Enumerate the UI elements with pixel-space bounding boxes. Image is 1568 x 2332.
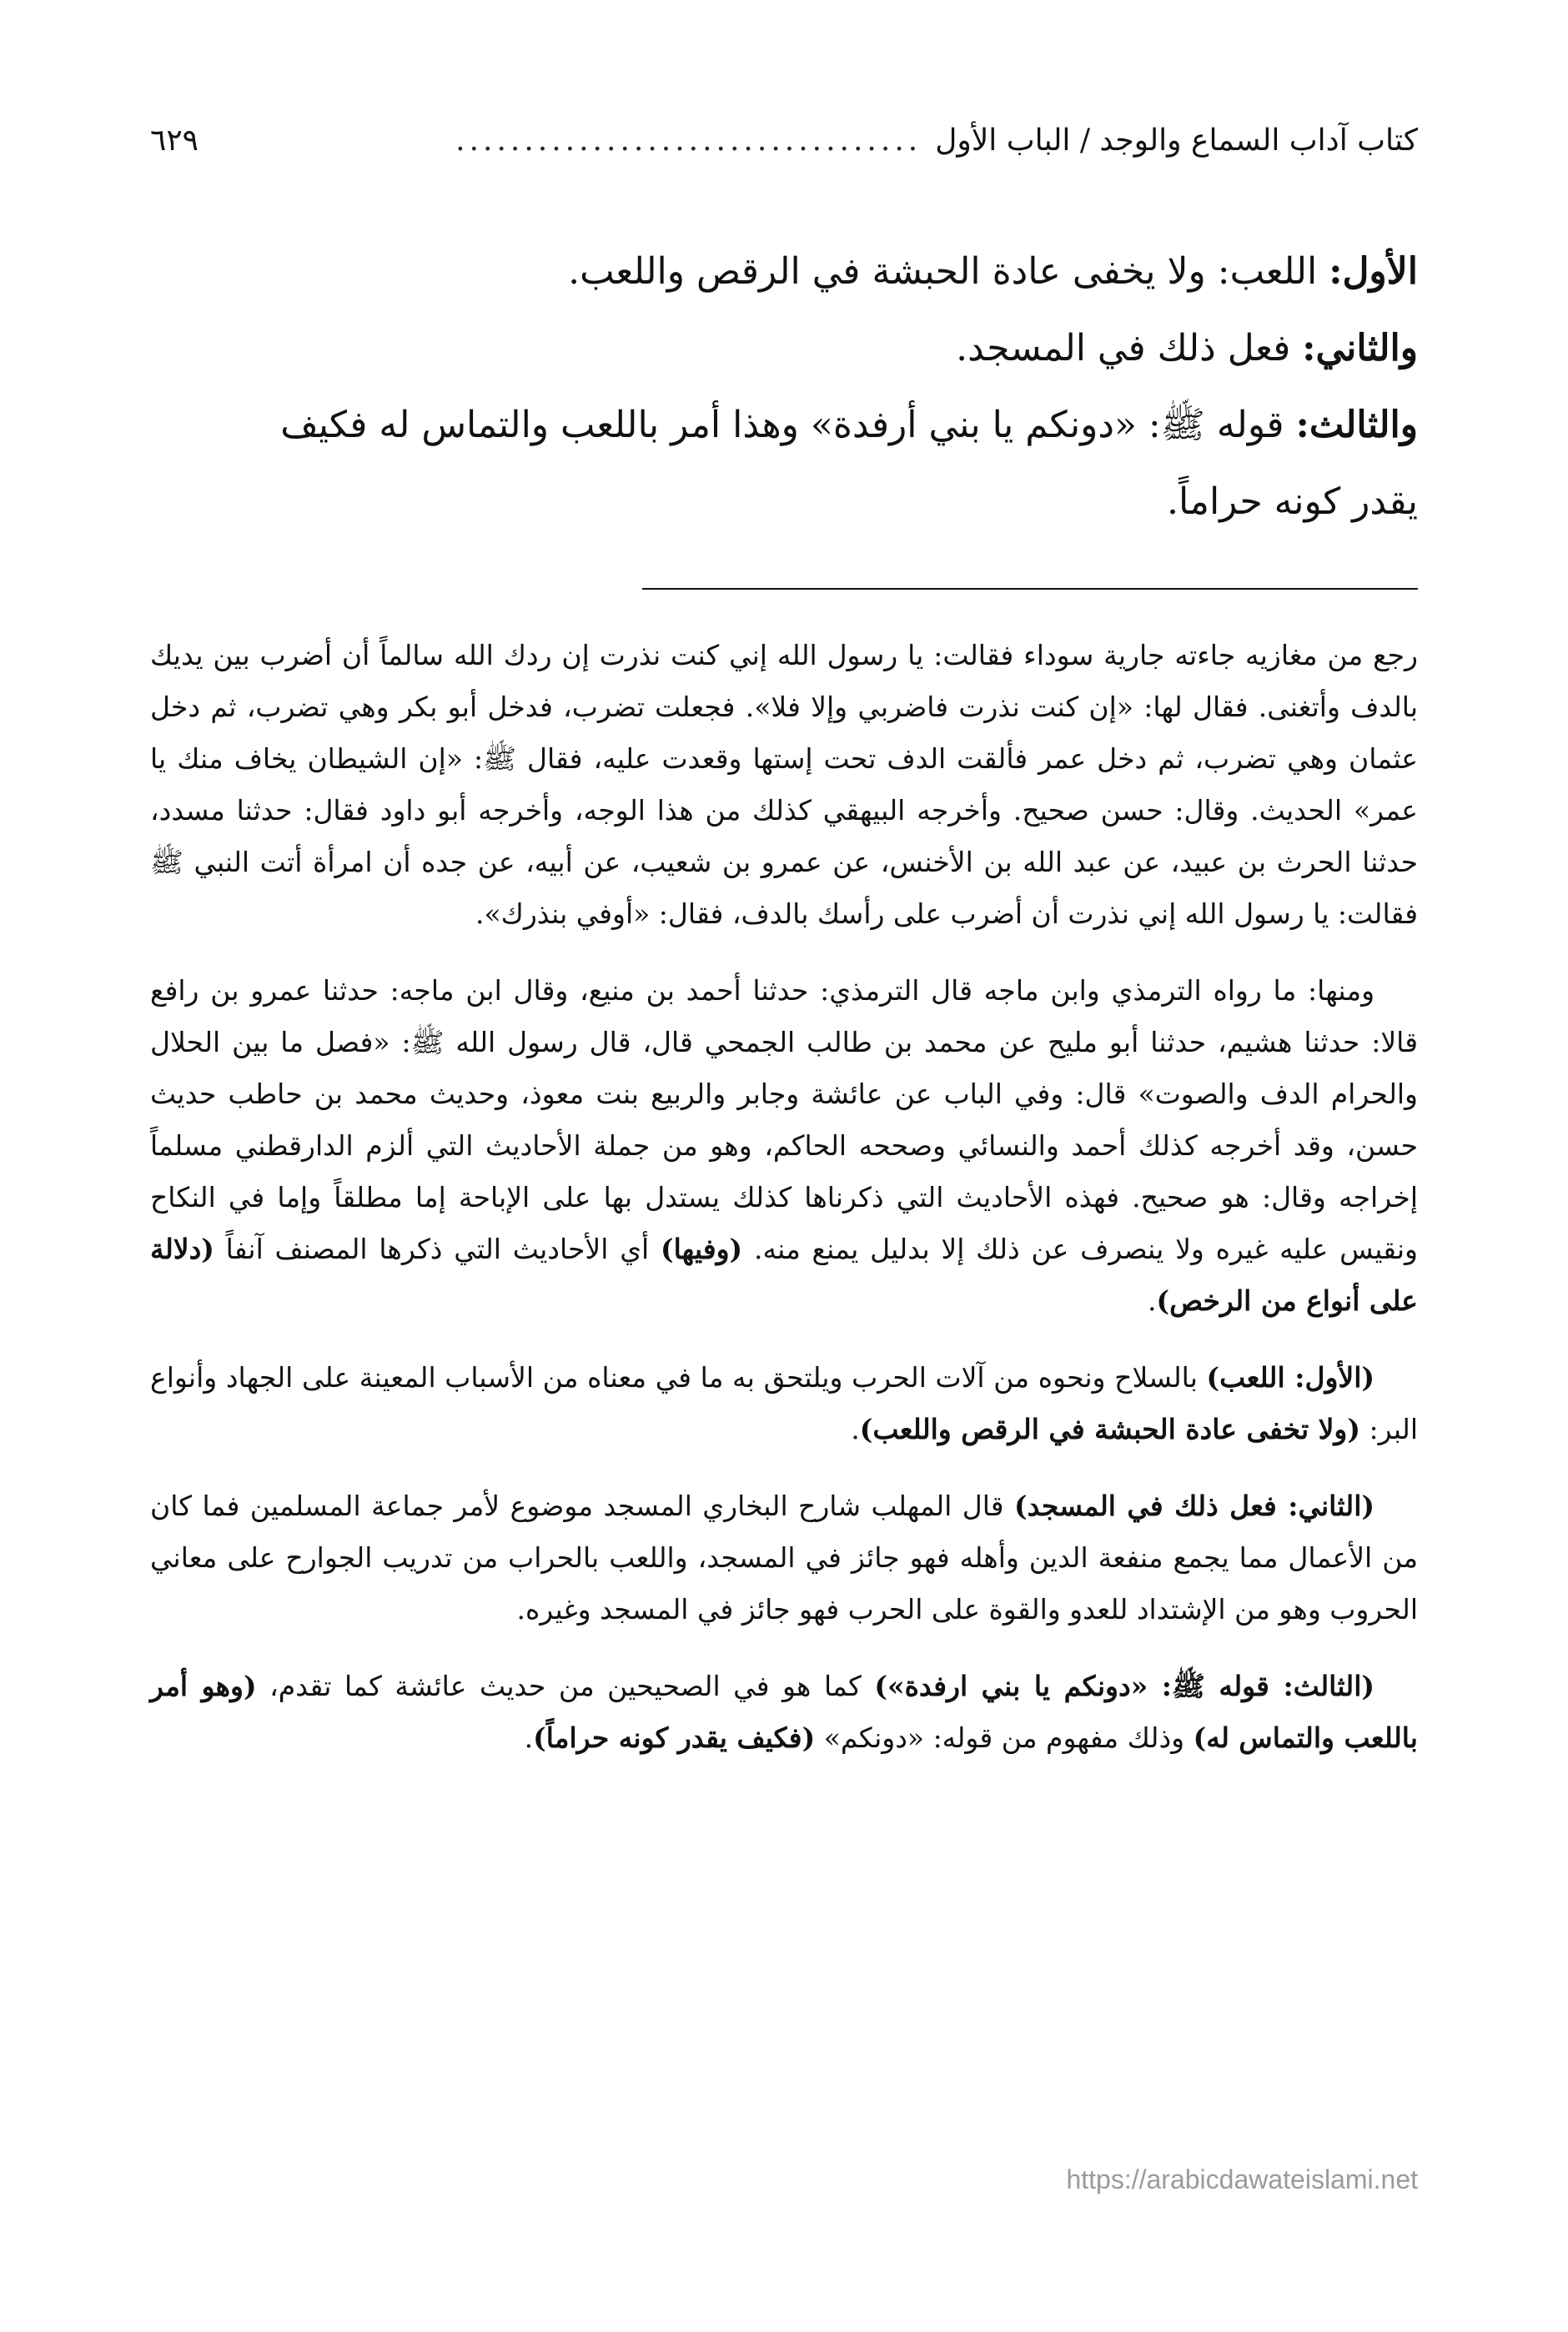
main-line-third: [150, 387, 1418, 464]
chapter-title: كتاب آداب السماع والوجد / الباب الأول: [935, 123, 1418, 158]
main-line-third-cont: يقدر كونه حراماً.: [1167, 480, 1418, 523]
commentary: [150, 630, 1418, 1789]
para-3-text-2: .: [851, 1413, 860, 1445]
para-2-bold-1: (وفيها): [660, 1233, 743, 1265]
running-header: [150, 123, 1418, 173]
para-5-bold-1: (الثالث: قوله ﷺ: «دونكم يا بني ارفدة»): [874, 1670, 1375, 1702]
commentary-para-1: رجع من مغازيه جاءته جارية سوداء فقالت: يا رسول الله إني كنت نذرت إن ردك الله سالماً أن أضرب بين يديك بالدف وأتغنى. فقال لها: «إن كنت نذرت فاضربي وإلا فلا». فجعلت تضرب، فدخل أبو بكر وهي تضرب، ثم دخل عثمان وهي تضرب، ثم دخل عمر فألقت الدف تحت إستها وقعدت عليه، فقال ﷺ: «إن الشيطان يخاف منك يا عمر» الحديث. وقال: حسن صحيح. وأخرجه البيهقي كذلك من هذا الوجه، وأخرجه أبو داود فقال: حدثنا مسدد، حدثنا الحرث بن عبيد، عن عبد الله بن الأخنس، عن عمرو بن شعيب، عن أبيه، عن جده أن امرأة أتت النبي ﷺ فقالت: يا رسول الله إني نذرت أن أضرب على رأسك بالدف، فقال: «أوفي بنذرك».: [150, 639, 1419, 930]
commentary-para-4: [150, 1480, 1418, 1636]
lead-second: والثاني:: [1302, 327, 1418, 369]
para-3-text-1: بالسلاح ونحوه من آلات الحرب ويلتحق به ما في معناه من الأسباب المعينة على الجهاد وأنواع البر:: [150, 1361, 1418, 1445]
commentary-para-2: [150, 965, 1418, 1327]
para-2-text: ومنها: ما رواه الترمذي وابن ماجه قال الترمذي: حدثنا أحمد بن منيع، وقال ابن ماجه: حدثنا عمرو بن رافع قالا: حدثنا هشيم، حدثنا أبو مليح عن محمد بن طالب الجمحي قال، قال رسول الله ﷺ: «فصل ما بين الحلال والحرام الدف والصوت» قال: وفي الباب عن عائشة وجابر والربيع بنت معوذ، وحديث محمد بن حاطب حديث حسن، وقد أخرجه كذلك أحمد والنسائي وصححه الحاكم، وهو من جملة الأحاديث التي ألزم الدارقطني مسلماً إخراجه وقال: هو صحيح. فهذه الأحاديث التي ذكرناها كذلك يستدل بها على الإباحة إما مطلقاً وإما في النكاح ونقيس عليه غيره ولا ينصرف عن ذلك إلا بدليل يمنع منه.: [150, 974, 1418, 1265]
lead-third: والثالث:: [1295, 404, 1418, 446]
footnote-divider: [642, 588, 1418, 590]
main-line-second: [150, 310, 1418, 387]
watermark-url: https://arabicdawateislami.net: [1066, 2164, 1418, 2194]
para-4-bold-1: (الثاني: فعل ذلك في المسجد): [1013, 1490, 1375, 1522]
para-3-bold-2: (ولا تخفى عادة الحبشة في الرقص واللعب): [859, 1413, 1360, 1445]
leader-dots: ..................................: [455, 123, 922, 158]
para-5-text-2: وذلك مفهوم من قوله: «دونكم»: [815, 1721, 1194, 1754]
para-4-text-1: قال المهلب شارح البخاري المسجد موضوع لأمر جماعة المسلمين فما كان من الأعمال مما يجمع منفعة الدين وأهله فهو جائز في المسجد، واللعب بالحراب من تدريب الجوارح على معاني الحروب وهو من الإشتداد للعدو والقوة على الحرب فهو جائز في المسجد وغيره.: [150, 1490, 1418, 1626]
para-5-text-3: .: [524, 1721, 534, 1754]
para-5-bold-3: (فكيف يقدر كونه حراماً): [533, 1721, 816, 1754]
commentary-para-3: [150, 1352, 1418, 1455]
para-2-text-3: .: [1147, 1284, 1157, 1317]
lead-first: الأول:: [1329, 250, 1418, 293]
para-5-bold-2: (وهو أمر باللعب والتماس له): [150, 1670, 1418, 1754]
commentary-para-5: [150, 1661, 1418, 1764]
text-second: فعل ذلك في المسجد.: [956, 327, 1303, 369]
page-number: ٦٢٩: [150, 123, 199, 158]
para-3-bold-1: (الأول: اللعب): [1206, 1361, 1375, 1394]
para-2-bold-2: (دلالة على أنواع من الرخص): [150, 1233, 1418, 1317]
main-line-first: [150, 234, 1418, 310]
para-2-text-2: أي الأحاديث التي ذكرها المصنف آنفاً: [214, 1233, 661, 1265]
text-first: اللعب: ولا يخفى عادة الحبشة في الرقص واللعب.: [568, 250, 1329, 293]
text-third: قوله ﷺ: «دونكم يا بني أرفدة» وهذا أمر باللعب والتماس له فكيف: [280, 404, 1296, 446]
main-text: [150, 234, 1418, 540]
para-5-text-1: كما هو في الصحيحين من حديث عائشة كما تقدم،: [256, 1670, 875, 1702]
